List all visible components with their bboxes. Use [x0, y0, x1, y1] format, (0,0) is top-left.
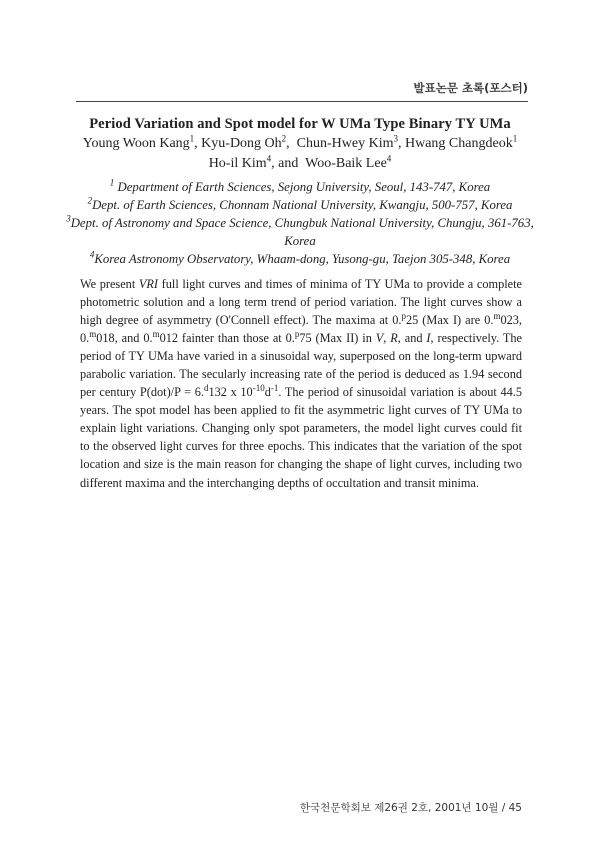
author-separator: , [286, 136, 290, 151]
abstract-superscript: m [152, 329, 160, 340]
author-affiliation-mark: 1 [189, 133, 195, 144]
author-list [60, 134, 540, 174]
affiliation-text: Dept. of Astronomy and Space Science, Chungbuk National University, Chungju, 361-763, Korea [70, 216, 534, 248]
author-name: Ho-il Kim [208, 156, 267, 171]
abstract-superscript: m [493, 311, 501, 321]
author-name: Chun-Hwey Kim [296, 136, 394, 151]
author-name: Woo-Baik Lee [305, 156, 387, 171]
affiliation [60, 178, 540, 196]
abstract-italic: I [426, 331, 431, 346]
page-footer-citation: 한국천문학회보 제26권 2호, 2001년 10월 / 45 [299, 802, 522, 814]
author-separator: , [398, 136, 402, 151]
abstract-superscript: -10 [252, 383, 265, 394]
author-and: and [278, 156, 299, 171]
author-line-1 [60, 134, 540, 154]
author-name: Kyu-Dong Oh [201, 136, 282, 151]
abstract-text: 012 fainter than those at 0. [159, 331, 295, 346]
abstract-text: 018, and 0. [96, 331, 153, 346]
running-header: 발표논문 초록(포스터) [413, 81, 528, 95]
affiliation-mark: 4 [89, 249, 95, 260]
abstract-text: , [383, 331, 391, 346]
affiliation-mark: 1 [109, 177, 115, 188]
affiliation-mark: 3 [66, 213, 71, 224]
abstract-text: 25 (Max I) are 0. [405, 313, 494, 328]
abstract-text: . The period of sinusoidal variation is about 44.5 years. The spot model has been applied to fit the asymmetric light curves of TY UMa to explain light variations. Changing only spot parameters, the model light curves could fit to the observed light curves for three epochs. This indicates that the variation of the spot location and size is the main reason for changing the shape of light curves, including two different maxima and the interchanging depths of occultation and transit minima. [80, 385, 523, 490]
abstract-superscript: p [401, 311, 406, 321]
author-separator: , [271, 156, 275, 171]
header-rule [76, 101, 528, 102]
author-affiliation-mark: 1 [512, 133, 518, 144]
author-line-2 [60, 154, 540, 174]
affiliation-text: Korea Astronomy Observatory, Whaam-dong, Yusong-gu, Taejon 305-348, Korea [94, 252, 511, 266]
abstract-text: , and [397, 331, 427, 346]
abstract-body [80, 275, 522, 492]
abstract-text: full light curves and times of minima of TY UMa to provide a complete photometric solution and a long term trend of period variation. The light curves show a high degree of asymmetry (O'Connell effect). The maxima at 0. [80, 277, 522, 328]
author-affiliation-mark: 2 [281, 133, 287, 144]
abstract-text: 132 x 10 [208, 385, 253, 400]
affiliation-mark: 2 [87, 195, 93, 206]
abstract-superscript: p [294, 329, 300, 340]
abstract-italic: V [375, 331, 384, 346]
paper-title: Period Variation and Spot model for W UMa Type Binary TY UMa [89, 116, 511, 132]
abstract-text: 023, 0. [80, 313, 522, 346]
author-name: Hwang Changdeok [405, 136, 513, 151]
abstract-superscript: m [89, 329, 97, 340]
abstract-italic: VRI [138, 277, 159, 291]
affiliation [60, 196, 540, 214]
affiliation-text: Dept. of Earth Sciences, Chonnam National University, Kwangju, 500-757, Korea [92, 198, 513, 212]
affiliation [60, 214, 540, 250]
abstract-text: 75 (Max II) in [299, 331, 376, 346]
abstract-text: d [264, 385, 271, 400]
author-affiliation-mark: 3 [393, 133, 398, 144]
abstract-text: We present [80, 277, 139, 291]
author-separator: , [194, 136, 198, 151]
abstract-italic: R [390, 331, 398, 346]
author-name: Young Woon Kang [82, 136, 190, 151]
affiliation [60, 250, 540, 268]
abstract-superscript: d [203, 383, 209, 394]
author-affiliation-mark: 4 [266, 153, 272, 164]
abstract-superscript: -1 [270, 383, 279, 394]
author-affiliation-mark: 4 [386, 153, 392, 164]
affiliation-text: Department of Earth Sciences, Sejong University, Seoul, 143-747, Korea [117, 180, 491, 194]
affiliation-list [60, 178, 540, 268]
abstract-text: , respectively. The period of TY UMa have varied in a sinusoidal way, superposed on the long-term upward parabolic variation. The secularly increasing rate of the period is deduced as 1.94 second per century P(dot)/P = 6. [80, 331, 522, 400]
